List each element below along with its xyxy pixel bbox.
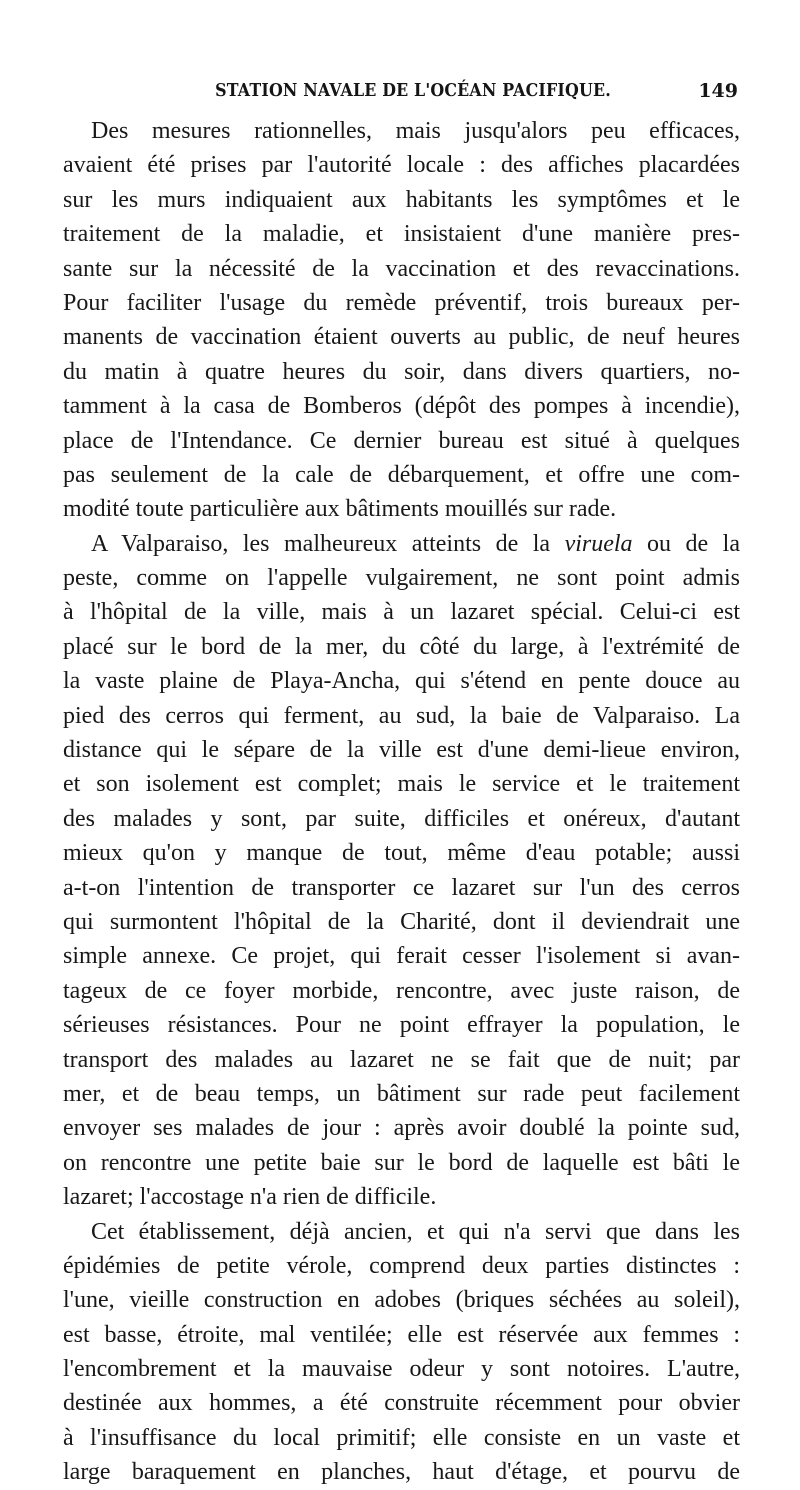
text-run: A Valparaiso, les malheureux atteints de la: [91, 530, 565, 557]
text-line: sérieuses résistances. Pour ne point effrayer la population, le: [63, 1012, 740, 1039]
text-line: Des mesures rationnelles, mais jusqu'alors peu efficaces,: [91, 118, 740, 144]
text-line: mieux qu'on y manque de tout, même d'eau potable; aussi: [63, 840, 740, 867]
text-line: [63, 527, 740, 561]
text-line: modité toute particulière aux bâtiments mouillés sur rade.: [63, 496, 617, 523]
text-line: sante sur la nécessité de la vaccination et des revaccinations.: [63, 255, 740, 282]
text-line: Cet établissement, déjà ancien, et qui n'a servi que dans les: [91, 1218, 740, 1245]
text-line: traitement de la maladie, et insistaient d'une manière pres-: [63, 221, 740, 248]
text-line: place de l'Intendance. Ce dernier bureau est situé à quelques: [63, 427, 740, 454]
running-title: STATION NAVALE DE L'OCÉAN PACIFIQUE.: [215, 80, 611, 101]
text-line: à l'insuffisance du local primitif; elle consiste en un vaste et: [63, 1424, 740, 1451]
text-line: transport des malades au lazaret ne se fait que de nuit; par: [63, 1046, 740, 1073]
text-line: envoyer ses malades de jour : après avoir doublé la pointe sud,: [63, 1115, 740, 1142]
text-line: des malades y sont, par suite, difficiles et onéreux, d'autant: [63, 805, 740, 832]
text-line: peste, comme on l'appelle vulgairement, ne sont point admis: [63, 565, 740, 592]
text-line: sur les murs indiquaient aux habitants les symptômes et le: [63, 186, 740, 213]
text-line: large baraquement en planches, haut d'étage, et pourvu de: [63, 1459, 740, 1486]
text-line: avaient été prises par l'autorité locale : des affiches placardées: [63, 152, 740, 179]
text-line: destinée aux hommes, a été construite récemment pour obvier: [63, 1390, 740, 1417]
text-line: du matin à quatre heures du soir, dans divers quartiers, no-: [63, 358, 740, 385]
paragraph: [63, 1215, 740, 1490]
text-line: qui surmontent l'hôpital de la Charité, dont il deviendrait une: [63, 908, 740, 935]
text-line: l'encombrement et la mauvaise odeur y sont notoires. L'autre,: [63, 1356, 740, 1383]
paragraph: [63, 114, 740, 527]
text-line: a-t-on l'intention de transporter ce lazaret sur l'un des cerros: [63, 874, 740, 901]
text-line: mer, et de beau temps, un bâtiment sur rade peut facilement: [63, 1080, 740, 1107]
text-line: et son isolement est complet; mais le service et le traitement: [63, 771, 740, 798]
text-line: Pour faciliter l'usage du remède préventif, trois bureaux per-: [63, 289, 740, 316]
text-line: à l'hôpital de la ville, mais à un lazaret spécial. Celui-ci est: [63, 599, 740, 626]
text-line: est basse, étroite, mal ventilée; elle est réservée aux femmes :: [63, 1321, 740, 1348]
page-header: [88, 80, 738, 108]
body-text: [63, 114, 740, 1490]
page-number: 149: [698, 80, 738, 102]
text-line: simple annexe. Ce projet, qui ferait cesser l'isolement si avan-: [63, 943, 740, 970]
text-line: épidémies de petite vérole, comprend deux parties distinctes :: [63, 1252, 740, 1279]
text-line: on rencontre une petite baie sur le bord de laquelle est bâti le: [63, 1149, 740, 1176]
text-line: tamment à la casa de Bomberos (dépôt des pompes à incendie),: [63, 393, 740, 420]
text-line: placé sur le bord de la mer, du côté du large, à l'extrémité de: [63, 633, 740, 660]
text-line: tageux de ce foyer morbide, rencontre, avec juste raison, de: [63, 977, 740, 1004]
text-line: pas seulement de la cale de débarquement, et offre une com-: [63, 461, 740, 488]
text-line: pied des cerros qui ferment, au sud, la baie de Valparaiso. La: [63, 702, 740, 729]
text-run: ou de la: [632, 530, 740, 557]
text-line: l'une, vieille construction en adobes (briques séchées au soleil),: [63, 1287, 740, 1314]
paragraph: [63, 527, 740, 1215]
text-line: la vaste plaine de Playa-Ancha, qui s'étend en pente douce au: [63, 668, 740, 695]
text-line: distance qui le sépare de la ville est d'une demi-lieue environ,: [63, 737, 740, 764]
text-line: lazaret; l'accostage n'a rien de difficile.: [63, 1184, 437, 1211]
italic-term: viruela: [564, 530, 633, 557]
text-line: manents de vaccination étaient ouverts au public, de neuf heures: [63, 324, 740, 351]
